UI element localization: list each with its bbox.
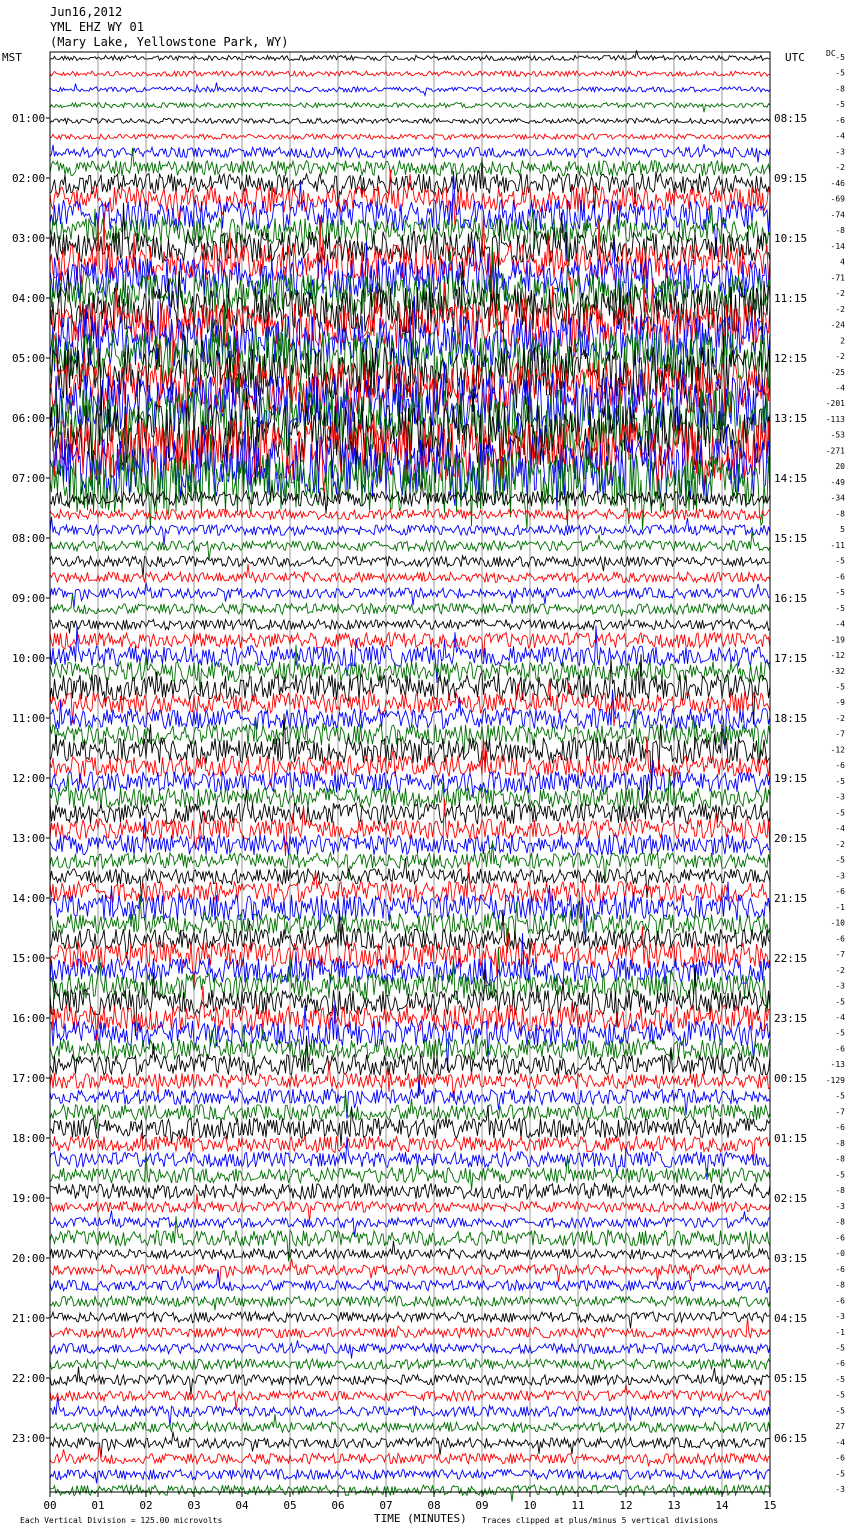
utc-hour-label: 02:15 [774,1192,808,1205]
utc-hour-label: 01:15 [774,1132,808,1145]
trace-line [50,157,770,213]
dc-offset-label: -5 [835,997,845,1007]
local-hour-label: 01:00 [12,112,46,125]
dc-offset-label: -74 [830,210,845,220]
dc-offset-label: -8 [835,1138,845,1148]
local-hour-label: 11:00 [12,712,46,725]
dc-offset-label: 4 [840,257,845,267]
x-tick-label: 12 [619,1499,633,1512]
utc-hour-label: 09:15 [774,172,808,185]
dc-offset-label: -53 [830,430,845,440]
dc-offset-label: -113 [825,414,845,424]
dc-offset-label: -6 [835,1264,845,1274]
local-hour-label: 22:00 [12,1372,46,1385]
trace-line [50,517,770,545]
trace-line [50,71,770,76]
dc-offset-label: -11 [830,540,845,550]
dc-offset-label: -2 [835,163,845,173]
dc-offset-label: -5 [835,588,845,598]
x-tick-label: 02 [139,1499,153,1512]
local-hour-label: 17:00 [12,1072,46,1085]
local-hour-label: 12:00 [12,772,46,785]
dc-offset-label: -71 [830,273,845,283]
dc-offset-label: -5 [835,855,845,865]
dc-offset-label: -6 [835,887,845,897]
dc-offset-label: -6 [835,934,845,944]
utc-hour-label: 18:15 [774,712,808,725]
x-tick-label: 09 [475,1499,489,1512]
utc-hour-label: 05:15 [774,1372,808,1385]
dc-offset-label: -3 [835,1201,845,1211]
utc-hour-label: 11:15 [774,292,808,305]
local-hour-label: 06:00 [12,412,46,425]
x-tick-label: 11 [571,1499,585,1512]
trace-line [50,619,770,633]
dc-offset-label: -14 [830,241,845,251]
dc-offset-label: -3 [835,1312,845,1322]
dc-offset-label: -4 [835,383,845,393]
dc-offset-label: -7 [835,950,845,960]
dc-offset-label: -4 [835,1013,845,1022]
dc-offset-label: 5 [840,525,845,535]
dc-offset-label: 27 [835,1422,845,1432]
dc-offset-label: -5 [835,808,845,818]
trace-line [50,83,770,96]
local-hour-label: 04:00 [12,292,46,305]
utc-hour-label: 16:15 [774,592,808,605]
dc-offset-label: 20 [835,462,845,472]
local-hour-label: 21:00 [12,1312,46,1325]
dc-offset-label: -2 [835,289,845,299]
local-hour-label: 20:00 [12,1252,46,1265]
x-tick-label: 05 [283,1499,297,1512]
x-tick-label: 06 [331,1499,345,1512]
dc-offset-label: -13 [830,1060,845,1070]
x-axis-title: TIME (MINUTES) [374,1512,467,1525]
utc-hour-label: 15:15 [774,532,808,545]
trace-line [50,564,770,583]
local-hour-label: 03:00 [12,232,46,245]
trace-line [50,948,770,1011]
utc-hour-label: 14:15 [774,472,808,485]
trace-line [50,1259,770,1285]
right-timezone-label: UTC [785,51,805,64]
local-hour-label: 18:00 [12,1132,46,1145]
dc-offset-label: -10 [830,918,845,928]
dc-offset-label: -4 [835,619,845,629]
dc-offset-label: -5 [835,1091,845,1101]
trace-line [50,783,770,824]
x-tick-label: 13 [667,1499,681,1512]
dc-offset-label: -5 [835,1374,845,1384]
trace-line [50,1183,770,1199]
dc-offset-label: -2 [835,304,845,314]
dc-offset-label: -7 [835,1107,845,1117]
dc-offset-label: -34 [830,493,845,503]
trace-line [50,1194,770,1222]
dc-offset-label: -6 [835,1359,845,1369]
local-hour-label: 16:00 [12,1012,46,1025]
x-tick-label: 01 [91,1499,105,1512]
trace-line [50,708,770,762]
x-tick-label: 07 [379,1499,393,1512]
dc-offset-label: -8 [835,226,845,236]
dc-offset-label: -19 [830,635,845,645]
left-timezone-label: MST [2,51,22,64]
x-tick-label: 03 [187,1499,201,1512]
trace-line [50,1397,770,1427]
dc-offset-label: -5 [835,1170,845,1180]
dc-offset-label: -6 [835,1123,845,1133]
trace-layer [50,50,770,1501]
local-hour-label: 13:00 [12,832,46,845]
trace-line [50,531,770,560]
dc-offset-label: -3 [835,1485,845,1495]
trace-line [50,1485,770,1502]
dc-offset-label: -3 [835,792,845,802]
dc-offset-label: -5 [835,1406,845,1416]
dc-offset-label: -12 [830,745,845,755]
dc-offset-label: -6 [835,1296,845,1306]
trace-line [50,1318,770,1338]
local-hour-label: 10:00 [12,652,46,665]
dc-offset-label: -5 [835,776,845,786]
dc-offset-label: -2 [835,839,845,849]
trace-line [50,1216,770,1261]
local-hour-label: 05:00 [12,352,46,365]
dc-offset-label: -69 [830,194,845,204]
trace-line [50,144,770,162]
trace-line [50,148,770,176]
dc-offset-label: -32 [830,666,845,676]
trace-line [50,1359,770,1369]
dc-offset-label: -5 [835,68,845,78]
date-label: Jun16,2012 [50,5,123,19]
trace-line [50,1025,770,1072]
dc-offset-label: -5 [835,1028,845,1038]
dc-offset-label: -5 [835,603,845,613]
trace-line [50,1367,770,1395]
dc-offset-label: -2 [835,352,845,362]
dc-offset-label: -9 [835,698,845,708]
utc-hour-label: 20:15 [774,832,808,845]
utc-hour-label: 08:15 [774,112,808,125]
dc-offset-label: -1 [835,902,845,912]
dc-offset-label: -3 [835,147,845,157]
trace-line [50,582,770,608]
dc-offset-label: -6 [835,1453,845,1463]
dc-offset-label: -271 [825,446,845,456]
dc-offset-label: -4 [835,131,845,141]
dc-offset-label: -6 [835,115,845,125]
dc-offset-label: -5 [835,1343,845,1353]
trace-line [50,1432,770,1458]
x-axis-ticks [43,1492,776,1512]
clip-note: Traces clipped at plus/minus 5 vertical divisions [482,1516,719,1525]
x-tick-label: 00 [43,1499,57,1512]
dc-offset-label: -8 [835,1154,845,1164]
location-label: (Mary Lake, Yellowstone Park, WY) [50,35,289,49]
dc-offset-label: -8 [835,1186,845,1196]
trace-line [50,170,770,231]
dc-offset-label: -5 [835,1469,845,1479]
dc-offset-label: -25 [830,367,845,377]
trace-line [50,1312,770,1329]
trace-line [50,556,770,577]
dc-offset-label: -6 [835,1233,845,1243]
dc-offset-label: -5 [835,100,845,110]
trace-line [50,1414,770,1433]
trace-line [50,1271,770,1294]
utc-hour-label: 13:15 [774,412,808,425]
x-tick-label: 15 [763,1499,777,1512]
utc-hour-label: 21:15 [774,892,808,905]
utc-hour-label: 00:15 [774,1072,808,1085]
dc-offset-label: -3 [835,981,845,991]
trace-line [50,1296,770,1310]
dc-offset-label: -0 [835,1249,845,1259]
utc-hour-label: 03:15 [774,1252,808,1265]
dc-offset-label: -6 [835,572,845,582]
dc-offset-label: -8 [835,84,845,94]
scale-note: Each Vertical Division = 125.00 microvolts [20,1516,223,1525]
utc-hour-label: 17:15 [774,652,808,665]
dc-offset-label: -5 [835,682,845,692]
dc-offset-label: -129 [825,1075,845,1085]
dc-offset-label: -5 [835,556,845,566]
local-hour-label: 19:00 [12,1192,46,1205]
trace-line [50,134,770,140]
trace-line [50,1340,770,1358]
dc-offset-label: -2 [835,713,845,723]
local-hour-label: 14:00 [12,892,46,905]
dc-offset-label: -4 [835,1437,845,1447]
trace-line [50,1469,770,1483]
dc-offset-label: -8 [835,1217,845,1227]
dc-offset-label: -12 [830,651,845,661]
utc-hour-label: 04:15 [774,1312,808,1325]
dc-offset-label: -5 [835,1390,845,1400]
trace-line [50,654,770,724]
dc-offset-label: -7 [835,729,845,739]
dc-offset-label: -4 [835,824,845,834]
dc-offset-label: -46 [830,178,845,188]
trace-line [50,118,770,123]
local-hour-label: 15:00 [12,952,46,965]
trace-line [50,1385,770,1411]
dc-offset-label: -3 [835,871,845,881]
utc-hour-label: 06:15 [774,1432,808,1445]
trace-line [50,103,770,113]
local-hour-label: 02:00 [12,172,46,185]
dc-offset-label: -8 [835,509,845,519]
trace-line [50,1444,770,1467]
dc-offset-label: -201 [825,399,845,409]
utc-hour-label: 19:15 [774,772,808,785]
utc-hour-labels [774,112,807,1445]
station-label: YML EHZ WY 01 [50,20,144,34]
dc-offset-label: -6 [835,761,845,771]
dc-header-label: DC [826,49,836,58]
utc-hour-label: 10:15 [774,232,808,245]
local-hour-label: 23:00 [12,1432,46,1445]
trace-line [50,1132,770,1161]
x-tick-label: 14 [715,1499,729,1512]
dc-offset-label: -8 [835,1280,845,1290]
local-hour-label: 07:00 [12,472,46,485]
utc-hour-label: 23:15 [774,1012,808,1025]
utc-hour-label: 22:15 [774,952,808,965]
dc-offset-label: -49 [830,477,845,487]
local-hour-label: 08:00 [12,532,46,545]
local-hour-label: 09:00 [12,592,46,605]
dc-offset-label: -5 [835,53,845,62]
x-tick-label: 04 [235,1499,249,1512]
dc-offset-label: -1 [835,1327,845,1337]
dc-offset-label: -24 [830,320,845,330]
dc-offset-label: -2 [835,965,845,975]
utc-hour-label: 12:15 [774,352,808,365]
dc-offset-label: 2 [840,336,845,346]
dc-offset-label: -6 [835,1044,845,1054]
local-hour-labels [12,112,50,1445]
trace-line [50,509,770,519]
x-tick-label: 08 [427,1499,441,1512]
x-tick-label: 10 [523,1499,537,1512]
dc-offset-labels [826,53,845,1494]
